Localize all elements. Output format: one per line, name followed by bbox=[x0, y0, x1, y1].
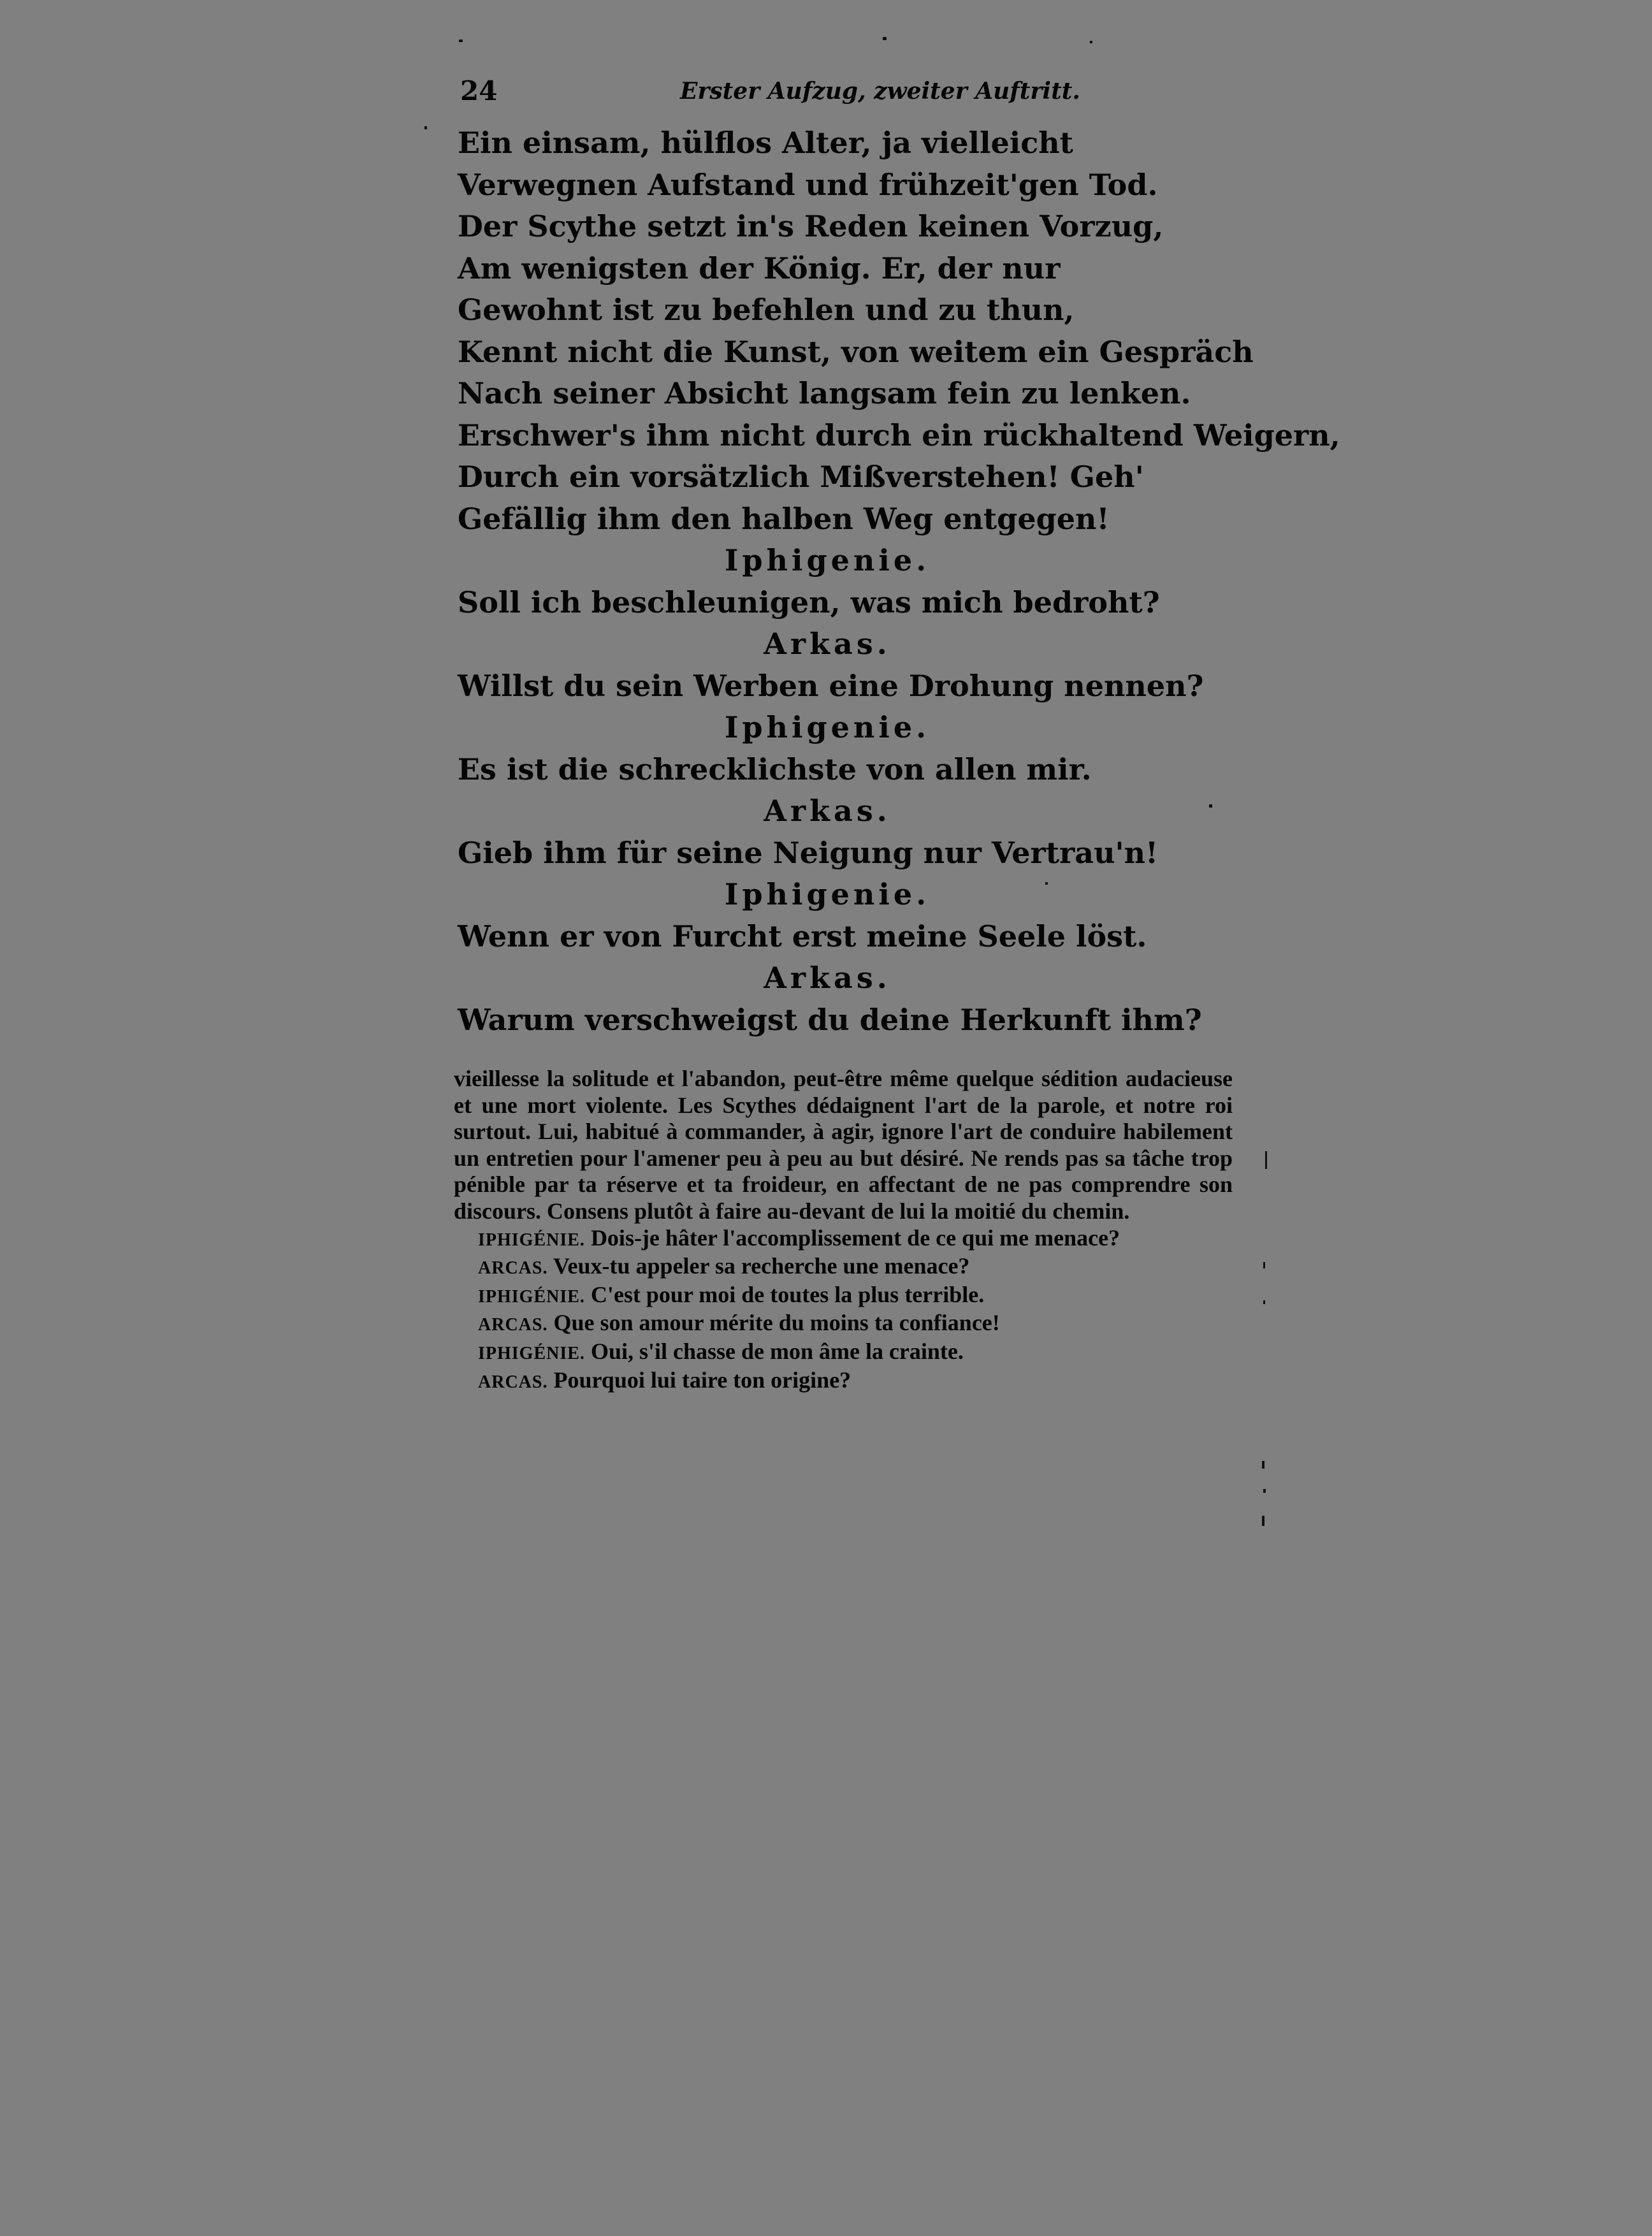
scan-speck bbox=[1265, 1151, 1267, 1169]
german-line: Es ist die schrecklichste von allen mir. bbox=[458, 751, 1092, 787]
german-line: Erschwer's ihm nicht durch ein rückhaltend Weigern, bbox=[458, 417, 1340, 453]
speaker-name: Arkas. bbox=[764, 627, 891, 661]
scan-speck bbox=[459, 40, 463, 42]
speaker-name: Arkas. bbox=[764, 961, 891, 995]
speaker-name: Iphigenie. bbox=[724, 710, 931, 744]
french-dialogue-line bbox=[454, 1367, 1233, 1396]
french-line-text: Oui, s'il chasse de mon âme la crainte. bbox=[590, 1338, 964, 1364]
running-title: Erster Aufzug, zweiter Auftritt. bbox=[680, 78, 1080, 105]
scan-speck bbox=[1263, 1489, 1266, 1493]
french-speaker: IPHIGÉNIE. bbox=[478, 1343, 585, 1363]
scan-speck bbox=[1045, 882, 1048, 885]
french-dialogue-line bbox=[454, 1225, 1233, 1254]
german-line: Warum verschweigst du deine Herkunft ihm? bbox=[458, 1002, 1202, 1037]
german-line: Gefällig ihm den halben Weg entgegen! bbox=[458, 501, 1110, 536]
scan-speck bbox=[1090, 41, 1092, 43]
french-line-text: Dois-je hâter l'accomplissement de ce qui me menace? bbox=[590, 1224, 1120, 1251]
french-line-text: Que son amour mérite du moins ta confiance! bbox=[553, 1310, 1000, 1336]
page-number: 24 bbox=[460, 75, 498, 106]
french-dialogue-line bbox=[454, 1282, 1233, 1310]
french-line-text: Pourquoi lui taire ton origine? bbox=[553, 1367, 851, 1393]
german-line: Nach seiner Absicht langsam fein zu lenken. bbox=[458, 376, 1191, 410]
french-line-text: Veux-tu appeler sa recherche une menace? bbox=[553, 1253, 970, 1279]
french-dialogue-line bbox=[454, 1339, 1233, 1367]
french-speaker: IPHIGÉNIE. bbox=[478, 1230, 585, 1250]
french-paragraph: vieillesse la solitude et l'abandon, peut-être même quelque sédition audacieuse et une mort violente. Les Scythes dédaignent l'art de la parole, et notre roi surtout. Lui, habitué à commander, à agir, ignore l'art de conduire habilement un entretien pour l'amener peu à peu au but désiré. Ne rends pas sa tâche trop pénible par ta réserve et ta froideur, en affectant de ne pas comprendre son discours. Consens plutôt à faire au-devant de lui la moitié du chemin. bbox=[454, 1066, 1233, 1224]
german-line: Soll ich beschleunigen, was mich bedroht? bbox=[458, 584, 1160, 620]
german-line: Am wenigsten der König. Er, der nur bbox=[458, 250, 1061, 286]
page-header bbox=[460, 75, 1080, 113]
scan-speck bbox=[1262, 1461, 1264, 1469]
scan-speck bbox=[1263, 1262, 1265, 1268]
french-speaker: IPHIGÉNIE. bbox=[478, 1286, 585, 1307]
speaker-name: Arkas. bbox=[764, 794, 891, 828]
speaker-name: Iphigenie. bbox=[724, 543, 931, 577]
scan-speck bbox=[1263, 1300, 1265, 1304]
german-line: Ein einsam, hülflos Alter, ja vielleicht bbox=[458, 126, 1073, 160]
french-speaker: ARCAS. bbox=[478, 1372, 548, 1392]
scan-speck bbox=[1209, 804, 1212, 808]
german-line: Gewohnt ist zu befehlen und zu thun, bbox=[458, 293, 1075, 327]
french-speaker: ARCAS. bbox=[478, 1258, 548, 1279]
french-speaker: ARCAS. bbox=[478, 1315, 548, 1335]
german-line: Verwegnen Aufstand und frühzeit'gen Tod. bbox=[458, 167, 1158, 202]
french-translation-block bbox=[454, 1066, 1233, 1395]
french-line-text: C'est pour moi de toutes la plus terrible. bbox=[590, 1281, 985, 1307]
french-dialogue-line bbox=[454, 1253, 1233, 1282]
german-verse-block bbox=[458, 122, 1340, 1041]
german-line: Gieb ihm für seine Neigung nur Vertrau'n! bbox=[458, 835, 1159, 870]
german-line: Kennt nicht die Kunst, von weitem ein Gespräch bbox=[458, 334, 1254, 369]
french-dialogue-line bbox=[454, 1310, 1233, 1339]
german-line: Willst du sein Werben eine Drohung nennen? bbox=[458, 668, 1204, 703]
speaker-name: Iphigenie. bbox=[724, 877, 931, 911]
german-line: Der Scythe setzt in's Reden keinen Vorzug, bbox=[458, 209, 1164, 243]
german-line: Durch ein vorsätzlich Mißverstehen! Geh' bbox=[458, 460, 1144, 494]
scan-speck bbox=[1262, 1516, 1264, 1526]
german-line: Wenn er von Furcht erst meine Seele löst. bbox=[458, 918, 1147, 954]
scan-speck bbox=[883, 37, 887, 40]
scan-speck bbox=[424, 126, 427, 129]
